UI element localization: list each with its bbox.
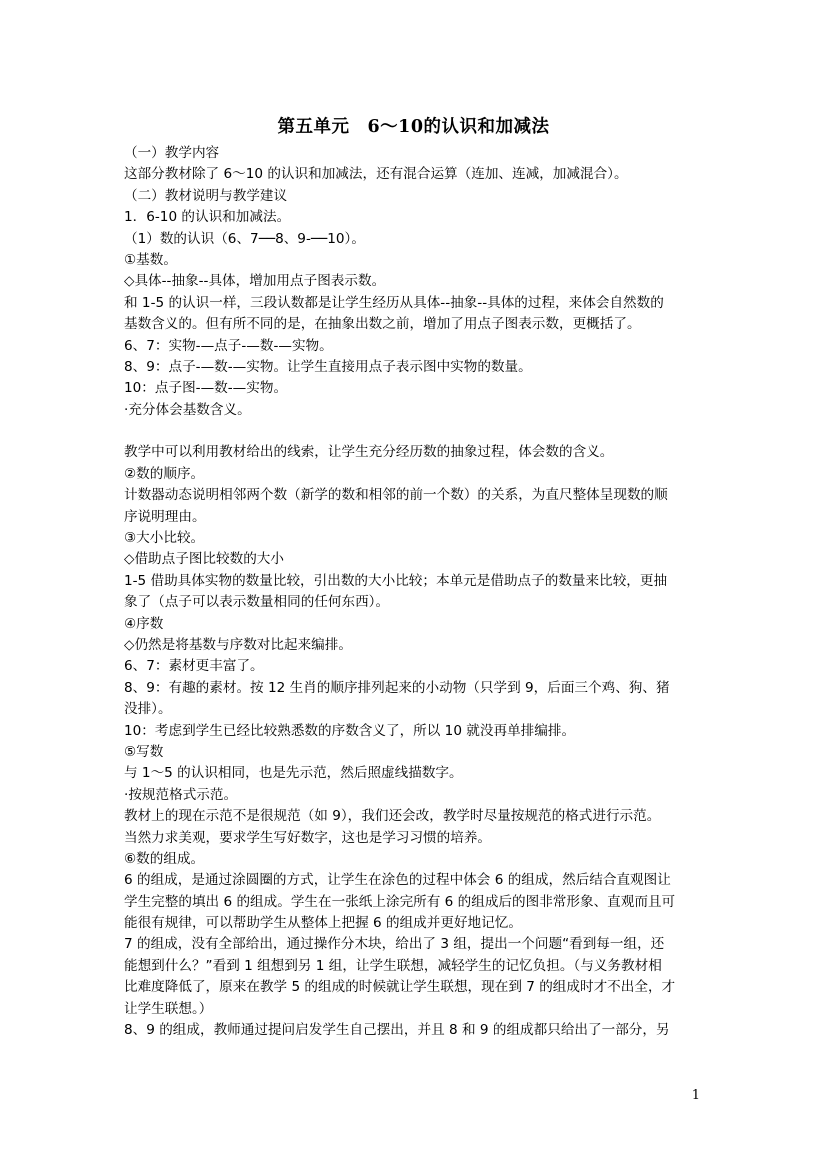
- text-line: 10：点子图-—数-—实物。: [124, 380, 288, 397]
- text-line: （二）教材说明与教学建议: [124, 187, 288, 204]
- text-line: 6 的组成，是通过涂圆圈的方式，让学生在涂色的过程中体会 6 的组成，然后结合直观图让: [124, 872, 671, 889]
- text-line: 8、9：有趣的素材。按 12 生肖的顺序排列起来的小动物（只学到 9，后面三个鸡、狗、猪: [124, 679, 670, 696]
- text-line: 这部分教材除了 6～10 的认识和加减法，还有混合运算（连加、连减，加减混合）。: [124, 166, 628, 183]
- text-line: 教材上的现在示范不是很规范（如 9），我们还会改，教学时尽量按规范的格式进行示范。: [124, 808, 661, 825]
- text-line: 8、9：点子-—数-—实物。让学生直接用点子表示图中实物的数量。: [124, 358, 532, 375]
- blank-line: [124, 421, 714, 442]
- text-line: 学生完整的填出 6 的组成。学生在一张纸上涂完所有 6 的组成后的图非常形象、直观而且可: [124, 893, 676, 910]
- page-number: 1: [691, 1088, 700, 1103]
- page-title: 第五单元 6～10的认识和加减法: [277, 117, 550, 137]
- text-line: 当然力求美观，要求学生写好数字，这也是学习习惯的培养。: [124, 829, 492, 846]
- text-line: ④序数: [124, 615, 164, 632]
- text-line: 让学生联想。）: [124, 1000, 213, 1017]
- text-line: 1-5 借助具体实物的数量比较，引出数的大小比较；本单元是借助点子的数量来比较，更抽: [124, 572, 668, 589]
- text-line: 8、9 的组成，教师通过提问启发学生自己摆出，并且 8 和 9 的组成都只给出了一部分，另: [124, 1022, 670, 1039]
- text-line: ◇借助点子图比较数的大小: [124, 551, 284, 568]
- text-line: 6、7：实物-—点子-—数-—实物。: [124, 337, 333, 354]
- text-line: 序说明理由。: [124, 508, 206, 525]
- text-line: ◇仍然是将基数与序数对比起来编排。: [124, 636, 352, 653]
- text-line: ①基数。: [124, 251, 177, 268]
- text-line: 教学中可以利用教材给出的线索，让学生充分经历数的抽象过程，体会数的含义。: [124, 444, 614, 461]
- text-line: 与 1～5 的认识相同，也是先示范，然后照虚线描数字。: [124, 765, 463, 782]
- text-line: ⑤写数: [124, 743, 164, 760]
- text-line: ③大小比较。: [124, 530, 205, 547]
- text-line: 1．6-10 的认识和加减法。: [124, 209, 291, 226]
- text-line: ②数的顺序。: [124, 465, 205, 482]
- text-line: 和 1-5 的认识一样，三段认数都是让学生经历从具体--抽象--具体的过程，来体会自然数的: [124, 294, 664, 311]
- text-line: ◇具体--抽象--具体，增加用点子图表示数。: [124, 273, 386, 290]
- text-line: 7 的组成，没有全部给出，通过操作分木块，给出了 3 组，提出一个问题“看到每一组，还: [124, 936, 665, 953]
- text-line: 基数含义的。但有所不同的是，在抽象出数之前，增加了用点子图表示数，更概括了。: [124, 316, 641, 333]
- text-line: ⑥数的组成。: [124, 850, 205, 867]
- document-body: [124, 143, 714, 1041]
- text-line: （一）教学内容: [124, 145, 220, 161]
- text-line: ·按规范格式示范。: [124, 786, 238, 803]
- text-line: 象了（点子可以表示数量相同的任何东西）。: [124, 594, 390, 611]
- text-line: 比难度降低了，原来在教学 5 的组成的时候就让学生联想，现在到 7 的组成时才不出全，才: [124, 979, 676, 996]
- text-line: 能很有规律，可以帮助学生从整体上把握 6 的组成并更好地记忆。: [124, 915, 522, 932]
- text-line: ·充分体会基数含义。: [124, 401, 251, 418]
- text-line: 10：考虑到学生已经比较熟悉数的序数含义了，所以 10 就没再单排编排。: [124, 722, 576, 739]
- text-line: （1）数的认识（6、7──8、9-──10）。: [124, 230, 365, 247]
- text-line: 没排）。: [124, 701, 172, 718]
- text-line: 能想到什么？”看到 1 组想到另 1 组，让学生联想，减轻学生的记忆负担。（与义务教材相: [124, 957, 662, 974]
- text-line: 6、7：素材更丰富了。: [124, 658, 264, 675]
- text-line: 计数器动态说明相邻两个数（新学的数和相邻的前一个数）的关系，为直尺整体呈现数的顺: [124, 487, 668, 504]
